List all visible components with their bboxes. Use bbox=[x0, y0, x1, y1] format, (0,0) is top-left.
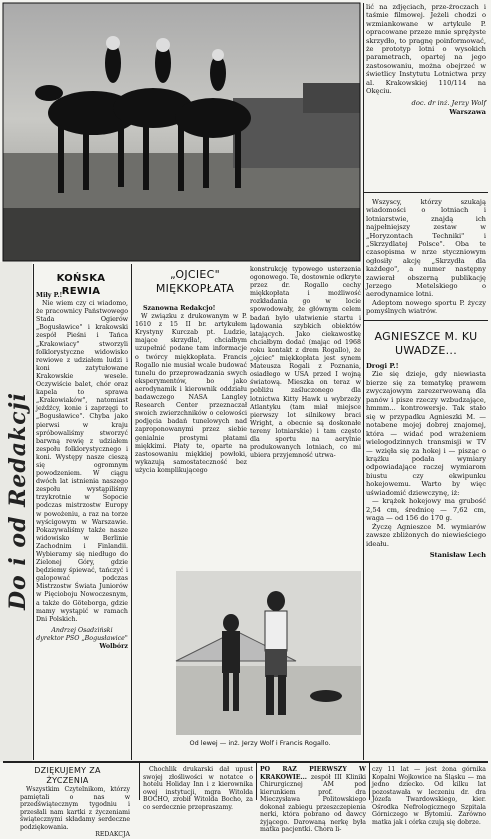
rogallo-photo bbox=[176, 571, 361, 735]
side-title bbox=[0, 262, 32, 762]
rogallo-photo-image bbox=[176, 571, 361, 735]
right-mid-text: Wszyscy, którzy szukają wiadomości o lotniach i lotniarstwie, znajdą ich najpełniejszy zestaw w „Horyzontach Techniki" i „Skrzydlatej Polsce". Oba te czasopisma w nrze styczniowym ogłosiły akcję „Skrzydła dla każdego", a numer następny zawierał obszerną publikację Jerzego Metelskiego o aerodynamice lotni. bbox=[366, 198, 486, 299]
konska-title: KOŃSKA REWIA bbox=[56, 273, 106, 297]
divider-right-1 bbox=[364, 192, 488, 193]
agnieszka-title: AGNIESZCE M. KU UWADZE... bbox=[374, 330, 478, 357]
dziek-signature: REDAKCJA bbox=[95, 831, 130, 838]
chochlik-text bbox=[143, 766, 253, 811]
chochlik-body: Chochlik drukarski dał upust swojej złośliwości w notatce o hotelu Holiday Inn i z kierownika owej instytucji, mgra Witolda BOCHO, zrobił Witolda Bocho, za co serdecznie przepraszamy. bbox=[143, 766, 253, 811]
divider-b3 bbox=[369, 763, 370, 800]
ojciec-title: „OJCIEC" MIĘKKOPŁATA bbox=[155, 268, 235, 295]
divider-b2 bbox=[256, 763, 257, 800]
konska-text: Nie wiem czy ci wiadomo, że pracownicy Państwowego Stada Ogierów „Bogusławice" i krakowski zespół Pieśni i Tańca „Krakowiacy" stworzyli folklorystyczne widowisko rewiowe z udziałem ludzi i koni zatytułowane Krakowskie wesele. Oczywiście balet, chór oraz kapela to sprawa „Krakowiaków", natomiast jeźdźcy, konie i zaprzęgi to „Bogusławice". Chyba jako pierwsi w kraju spróbowaliśmy stworzyć barwną rewię z udziałem zespołu folklorystycznego i koni. Występy nasze cieszą się ogromnym powodzeniem. W ciągu dwóch lat istnienia naszego zespołu wystąpiliśmy trzykrotnie w Sopocie podczas mistrzostw Europy w powożeniu, a raz na torze wyścigowym w Warszawie. Pokazywaliśmy także nasze widowisko w Berlinie Zachodnim i Finlandii. Wybieramy się niedługo do Zielonej Góry, gdzie będziemy śpiewać, tańczyć i galopować podczas Mistrzostw Świata Juniorów w Pięcioboju Nowoczesnym, a także do Göteborga, gdzie mamy wystąpić w ramach Dni Polskich. bbox=[36, 300, 128, 623]
agnieszka-text: Zie się dzieje, gdy niewiasta bierze się za tematykę prawem zwyczajowym zarezerwowaną dla panów i pisze rzeczy wzbudzające, hmmm... kontrowersje. Tak stało się w przypadku Agnieszki M. — notabene mojej dobrej znajomej, która — widać pod wrażeniem wielogodzinnych transmisji w TV — wzięła się za hokej i — pisząc o krążku podała wymiary odpowiadające raczej wymiarom biustu czy ekwipunku hokejowemu. Warto by więc uświadomić dziewczynę, iż: bbox=[366, 370, 486, 497]
ojciec-letter-a bbox=[135, 305, 247, 575]
divider-side bbox=[33, 264, 34, 760]
divider-right-2 bbox=[364, 320, 488, 321]
rogallo-caption: Od lewej — inż. Jerzy Wolf i Francis Rogallo. bbox=[189, 739, 331, 747]
top-right-letter bbox=[366, 3, 486, 188]
top-right-text: lić na zdjęciach, prze-źroczach i taśmie filmowej. Jeżeli chodzi o wzmiankowane w artykule P. opracowane przeze mnie sprężyste skrzydło, to pragnę poinformować, że prototyp lotni o wysokich parametrach, opartej na jego zastosowaniu, można obejrzeć w świetlicy Instytutu Lotnictwa przy al. Krakowskiej 110/114 na Okęciu. bbox=[366, 3, 486, 96]
side-title-text: Do i od Redakcji bbox=[5, 391, 31, 611]
top-right-city: Warszawa bbox=[449, 107, 486, 116]
divider-right-col bbox=[363, 3, 364, 760]
agnieszka-greeting: Drogi P.! bbox=[366, 362, 399, 370]
horse-photo-image bbox=[3, 3, 360, 261]
agnieszka-text2: — krążek hokejowy ma grubość 2,54 cm, średnicę — 7,62 cm, waga — od 156 do 170 g. bbox=[366, 497, 486, 523]
ojciec-greeting: Szanowna Redakcjo! bbox=[143, 305, 216, 312]
top-right-signature: doc. dr inż. Jerzy Wolf bbox=[411, 99, 486, 108]
konska-city: Wolbórz bbox=[99, 643, 128, 651]
ojciec-text: W związku z drukowanym w P. 1610 z 15 II br. artykułem Krystyny Kurczab pt. Ludzie, mające skrzydła!, chciałbym uzupełnić podane tam informacje o twórcy miękkopłata. Francis Rogallo nie musiał wcale budować tunelu do przeprowadzania swych eksperymentów, bo jako aerodynamik i kierownik oddziału badawczego NASA Langley Research Center przeznaczał swoich zwierzchników o celowości podjęcia badań tunelowych nad zaproponowanymi przez siebie genialnie prostymi płatami miękkimi. Płaty te, oparte na zastosowaniu miękkiej powłoki, wykazują samostateczność bez użycia komplikującego bbox=[135, 313, 247, 474]
last-text bbox=[372, 766, 486, 826]
poraz-body bbox=[260, 766, 366, 834]
poraz-rest: zespół III Kliniki Chirurgicznej AM pod kierunkiem prof. dra Mieczysława Politowskiego dokonał zabiegu przeszczepienia nerki, która pobrano od dawcy żyjącego. Darowaną nerkę była matka pacjentki. Chora li- bbox=[260, 773, 367, 834]
divider-konska bbox=[131, 264, 132, 760]
dziek-body: Wszystkim Czytelnikom, którzy pamiętali o nas w przedświątecznym tygodniu i przesłali nam kartki z życzeniami świątecznymi składamy serdeczne podziękowania. bbox=[20, 786, 130, 831]
agnieszka-text3: Życzę Agnieszce M. wymiarów zawsze zbliżonych do niewieściego ideału. bbox=[366, 522, 486, 548]
agnieszka-signature: Stanisław Lech bbox=[429, 550, 486, 559]
right-mid-text2: Adeptom nowego sportu P. życzy pomyślnych wiatrów. bbox=[366, 298, 486, 316]
konska-role: dyrektor PSO „Bogusławice" bbox=[36, 634, 128, 642]
last-body: czy 11 lat — jest żona górnika Kopalni Wojkowice na Śląsku — ma jedno dziecko. Od kilku lat pozostawała w leczeniu dr. dra Józefa Twardowskiego, kier. Ośrodka Nefrologicznego Szpitala Górniczego w Bytomiu. Zarówno matka jak i córka czują się dobrze. bbox=[372, 766, 486, 826]
agnieszka-letter bbox=[366, 362, 486, 760]
dziek-title: DZIĘKUJEMY ZA ŻYCZENIA bbox=[34, 766, 101, 785]
poraz-text bbox=[260, 766, 367, 834]
horse-photo bbox=[3, 3, 360, 261]
divider-b1 bbox=[139, 763, 140, 800]
ojciec-text-b: konstrukcję typowego usterzenia ogonowego. Te, dostownie odkryte przez dr. Rogallo cechy miękkopłata i możliwość rozkładania go w locie spowodowały, że głównym celem badań było ułatwienie startu i lądowania szybkich obiektów latających. Jako ciekawostkę chciałbym dodać (mając od 1968 roku kontakt z drem Rogallo), że „ojciec" miękkopłata jest synem Mateusza Rogali z Poznania, osiadłego w USA przed I wojną światową. Mieszka on teraz w pobliżu zaśluczonego dla lotnictwa Kitty Hawk u wybrzeży Atlantyku (tam miał miejsce pierwszy lot silnikowy braci Wright, a obecnie są doskonałe tereny lotniarskie) i tam często dla sportu na aerylnie produkowanych lotniach, co mi ubiera przyjemność utrwa- bbox=[250, 266, 361, 460]
konska-signature: Andrzej Osadziński bbox=[51, 626, 113, 634]
poraz-title: PO RAZ PIERWSZY W KRAKOWIE... bbox=[260, 766, 366, 781]
konska-greeting: Miły P.! bbox=[36, 292, 63, 299]
konska-letter bbox=[36, 292, 128, 760]
dziek-text bbox=[20, 786, 130, 838]
ojciec-letter-b bbox=[250, 266, 361, 566]
divider-bottom bbox=[3, 761, 488, 763]
